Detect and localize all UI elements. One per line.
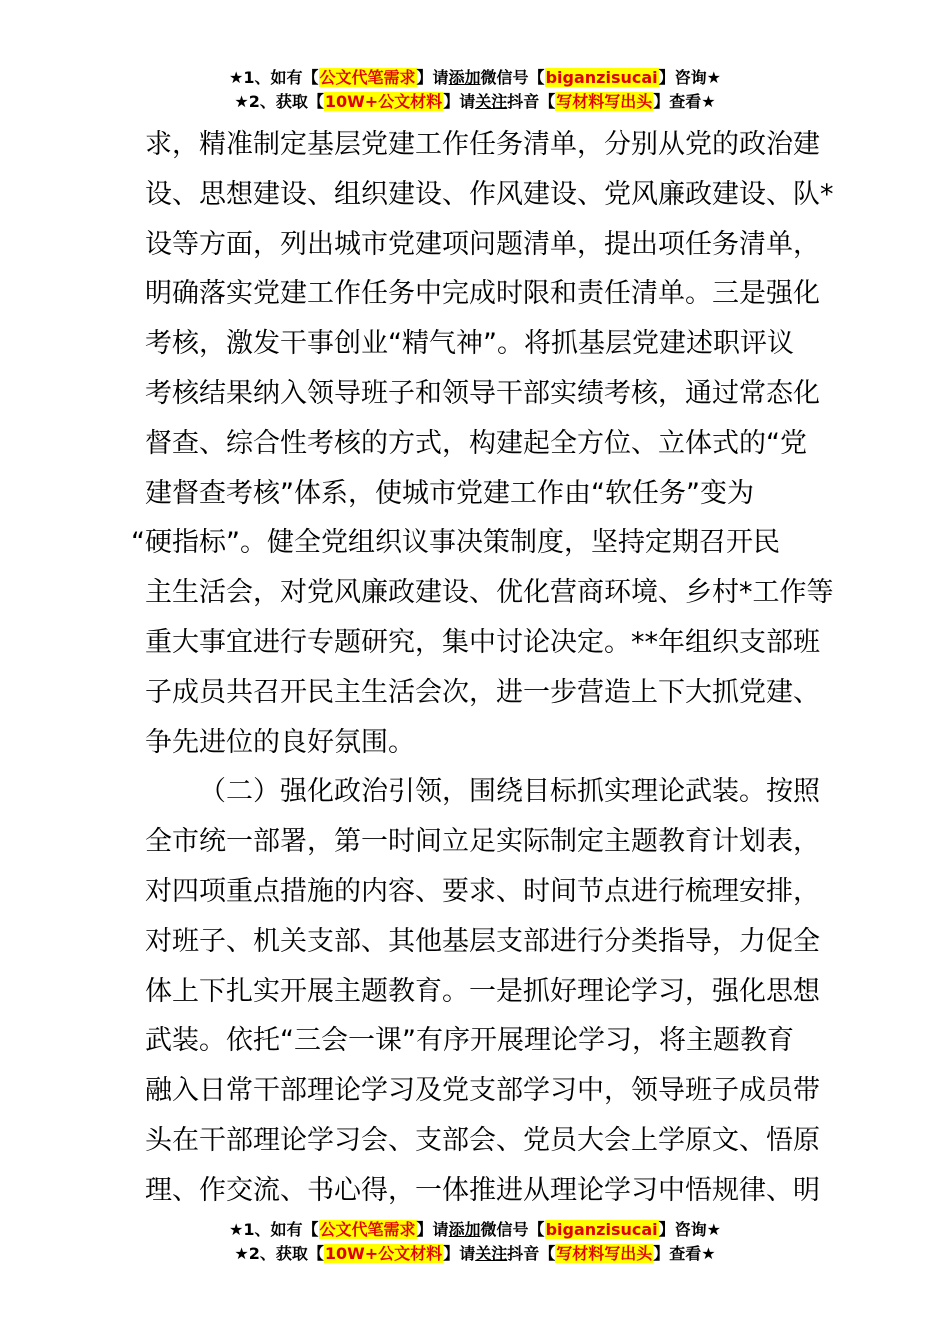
body-line: 融入日常干部理论学习及党支部学习中，领导班子成员带: [145, 1075, 820, 1107]
body-line: 督查、综合性考核的方式，构建起全方位、立体式的“党: [145, 427, 807, 459]
body-line: 全市统一部署，第一时间立足实际制定主题教育计划表，: [145, 826, 820, 858]
banner-highlight: 10W+公文材料: [324, 1244, 443, 1263]
banner-line-1: [0, 66, 950, 90]
banner-highlight: 公文代笔需求: [319, 1220, 416, 1239]
banner-text: 】请: [443, 1244, 476, 1263]
body-line: 子成员共召开民主生活会次，进一步营造上下大抓党建、: [145, 676, 820, 708]
banner-text: 微信号【: [480, 1220, 545, 1239]
body-line: 对班子、机关支部、其他基层支部进行分类指导，力促全: [145, 925, 820, 957]
banner-highlight: 写材料写出头: [556, 1244, 653, 1263]
body-line: 理、作交流、书心得，一体推进从理论学习中悟规律、明: [145, 1174, 820, 1206]
banner-underlined-text: 关注: [475, 92, 508, 111]
banner-text: 】咨询★: [658, 1220, 721, 1239]
body-line: 建督查考核”体系，使城市党建工作由“软任务”变为: [145, 477, 754, 509]
body-line: 头在干部理论学习会、支部会、党员大会上学原文、悟原: [145, 1124, 820, 1156]
banner-line-2: [0, 90, 950, 114]
banner-text: ★2、获取【: [234, 92, 324, 111]
banner-underlined-text: 添加: [448, 1220, 481, 1239]
banner-underlined-text: 关注: [475, 1244, 508, 1263]
banner-highlight: 写材料写出头: [556, 92, 653, 111]
body-line: 对四项重点措施的内容、要求、时间节点进行梳理安排，: [145, 875, 820, 907]
body-line: 设等方面，列出城市党建项问题清单，提出项任务清单，: [145, 228, 820, 260]
banner-highlight: biganzisucai: [545, 1220, 658, 1239]
body-line: 主生活会，对党风廉政建设、优化营商环境、乡村*工作等: [145, 577, 834, 609]
banner-highlight: biganzisucai: [545, 68, 658, 87]
banner-line-2: [0, 1242, 950, 1266]
body-line: 设、思想建设、组织建设、作风建设、党风廉政建设、队*: [145, 178, 834, 210]
document-body: [131, 120, 834, 1216]
body-line: 体上下扎实开展主题教育。一是抓好理论学习，强化思想: [145, 975, 820, 1007]
banner-text: ★1、如有【: [229, 1220, 319, 1239]
banner-text: 】查看★: [653, 1244, 716, 1263]
top-banner: [0, 66, 950, 114]
banner-text: 】查看★: [653, 92, 716, 111]
body-line: 武装。依托“三会一课”有序开展理论学习，将主题教育: [145, 1025, 794, 1057]
banner-text: 】请: [443, 92, 476, 111]
body-line: 明确落实党建工作任务中完成时限和责任清单。三是强化: [145, 278, 820, 310]
banner-text: 抖音【: [507, 92, 556, 111]
banner-text: 】请: [416, 1220, 449, 1239]
body-line: “硬指标”。健全党组织议事决策制度，坚持定期召开民: [131, 527, 780, 559]
body-line: 争先进位的良好氛围。: [145, 726, 415, 758]
banner-highlight: 10W+公文材料: [324, 92, 443, 111]
body-line: 考核结果纳入领导班子和领导干部实绩考核，通过常态化: [145, 377, 820, 409]
body-line: 考核，激发干事创业“精气神”。将抓基层党建述职评议: [145, 328, 794, 360]
banner-text: 】请: [416, 68, 449, 87]
banner-line-1: [0, 1218, 950, 1242]
banner-text: 抖音【: [507, 1244, 556, 1263]
section-heading-line: （二）强化政治引领，围绕目标抓实理论武装。按照: [199, 776, 820, 808]
body-line: 重大事宜进行专题研究，集中讨论决定。**年组织支部班: [145, 626, 820, 658]
banner-highlight: 公文代笔需求: [319, 68, 416, 87]
banner-text: ★1、如有【: [229, 68, 319, 87]
banner-text: ★2、获取【: [234, 1244, 324, 1263]
banner-text: 微信号【: [480, 68, 545, 87]
bottom-banner: [0, 1218, 950, 1266]
banner-text: 】咨询★: [658, 68, 721, 87]
banner-underlined-text: 添加: [448, 68, 481, 87]
body-line: 求，精准制定基层党建工作任务清单，分别从党的政治建: [145, 129, 820, 160]
